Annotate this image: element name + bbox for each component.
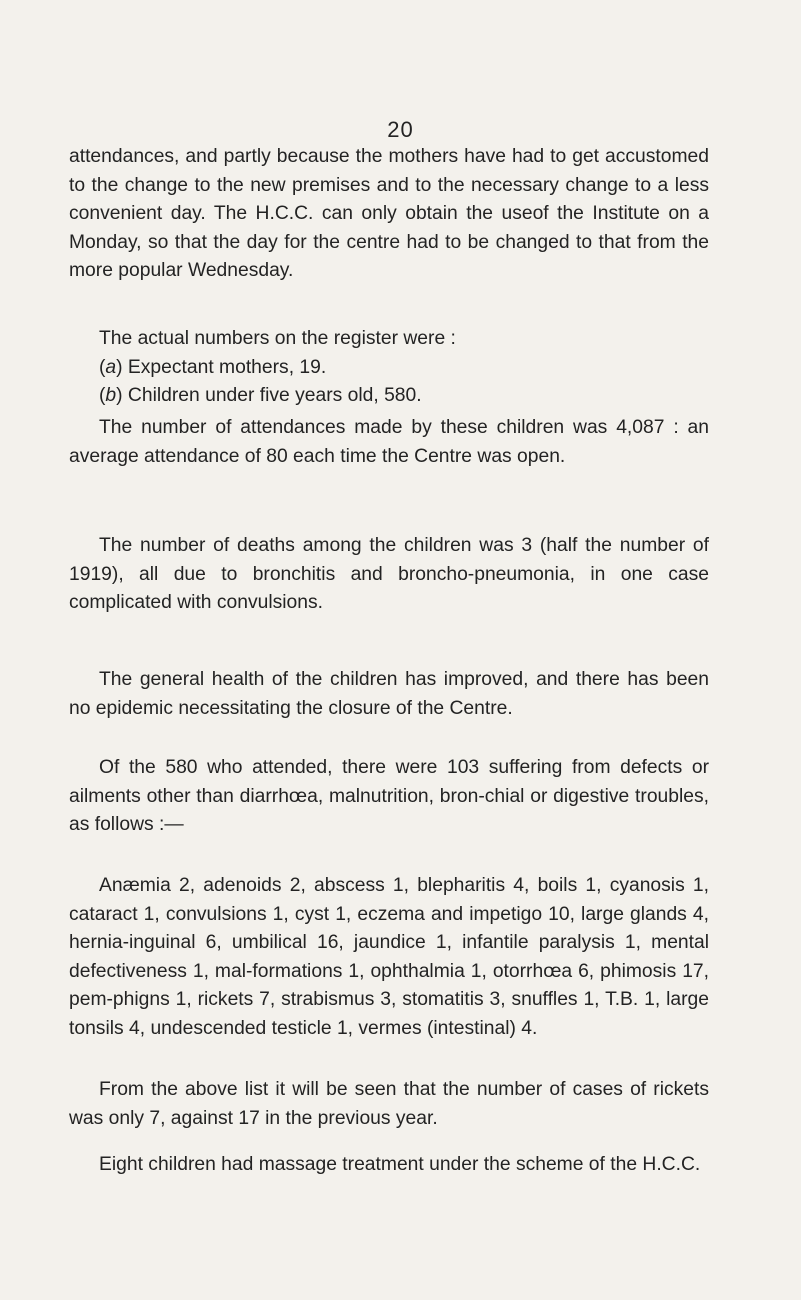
paragraph-general-health (69, 666, 709, 723)
register-intro: The actual numbers on the register were : (99, 328, 456, 349)
paragraph-ailments-list (69, 872, 709, 1043)
paragraph-text: Of the 580 who attended, there were 103 suffering from defects or ailments other than diarrhœa, malnutrition, bron-chial or digestive troubles, as follows :— (69, 757, 709, 835)
register-item-b: (b) Children under five years old, 580. (99, 385, 422, 406)
paragraph-register (69, 325, 709, 411)
paragraph-attendances (69, 143, 709, 286)
register-item-b-text: Children under five years old, 580. (122, 385, 422, 406)
paragraph-massage (69, 1151, 709, 1180)
paragraph-text: The general health of the children has improved, and there has been no epidemic necessitating the closure of the Centre. (69, 669, 709, 719)
paragraph-text: The number of deaths among the children was 3 (half the number of 1919), all due to bronchitis and broncho-pneumonia, in one case complicated with convulsions. (69, 535, 709, 613)
paragraph-text: Anæmia 2, adenoids 2, abscess 1, blepharitis 4, boils 1, cyanosis 1, cataract 1, convulsions 1, cyst 1, eczema and impetigo 10, large glands 4, hernia-inguinal 6, umbilical 16, jaundice 1, infantile paralysis 1, mental defectiveness 1, mal-formations 1, ophthalmia 1, otorrhœa 6, phimosis 17, pem-phigns 1, rickets 7, strabismus 3, stomatitis 3, snuffles 1, T.B. 1, large tonsils 4, undescended testicle 1, vermes (intestinal) 4. (69, 875, 709, 1039)
register-item-a-text: Expectant mothers, 19. (122, 356, 327, 378)
register-item-a-label: a (105, 356, 117, 378)
paragraph-rickets (69, 1076, 709, 1133)
paragraph-deaths (69, 532, 709, 618)
paragraph-text: Eight children had massage treatment under the scheme of the H.C.C. (99, 1154, 701, 1175)
register-item-a: (a) Expectant mothers, 19. (99, 356, 327, 378)
paragraph-attendance-count (69, 414, 709, 471)
page-number: 20 (387, 117, 414, 142)
paragraph-text: From the above list it will be seen that the number of cases of rickets was only 7, against 17 in the previous year. (69, 1079, 709, 1129)
paragraph-text: attendances, and partly because the mothers have had to get accustomed to the change to the new premises and to the necessary change to a less convenient day. The H.C.C. can only obtain the useof the Institute on a Monday, so that the day for the centre had to be changed to that from the more popular Wednesday. (69, 146, 709, 281)
register-item-b-label: b (105, 385, 117, 406)
paragraph-defects (69, 754, 709, 840)
paragraph-text: The number of attendances made by these children was 4,087 : an average attendance of 80 each time the Centre was open. (69, 417, 709, 467)
